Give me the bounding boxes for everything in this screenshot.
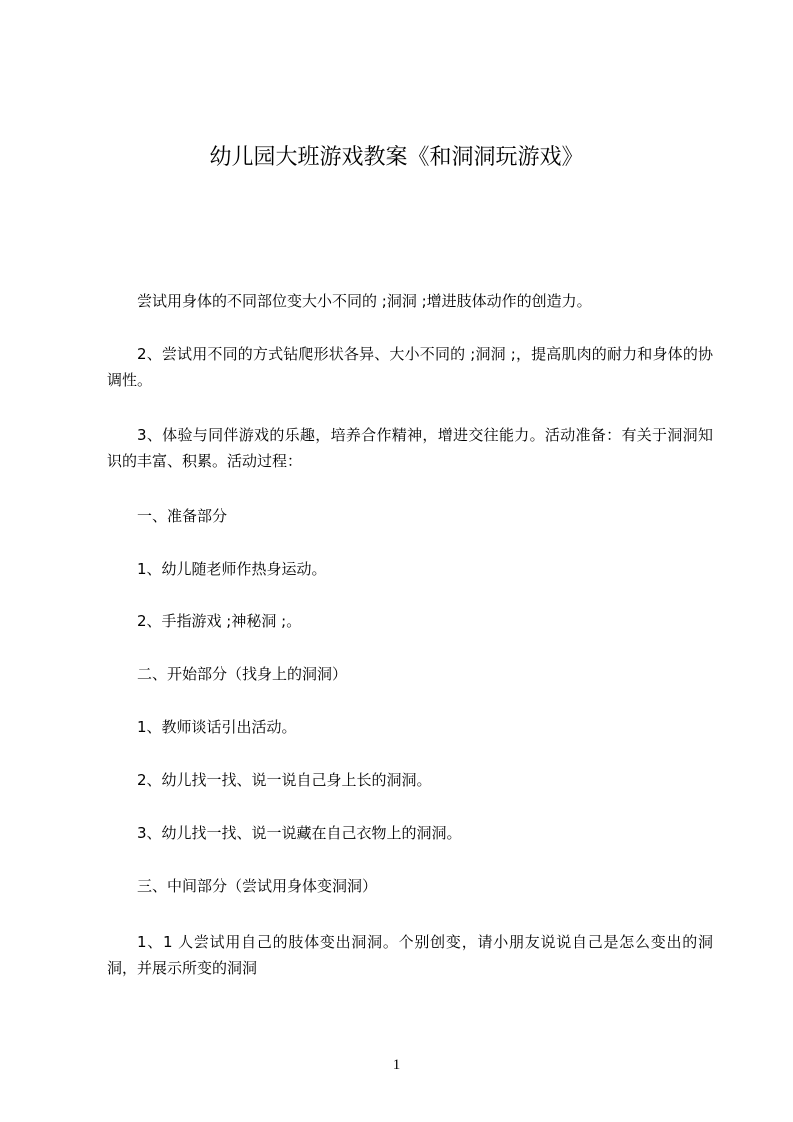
document-title: 幼儿园大班游戏教案《和洞洞玩游戏》 [209, 145, 584, 170]
paragraph-middle-1: 1、1 人尝试用自己的肢体变出洞洞。个别创变，请小朋友说说自己是怎么变出的洞洞，并展示所变的洞洞 [107, 933, 713, 977]
paragraph-goal-2: 2、尝试用不同的方式钻爬形状各异、大小不同的 ;洞洞 ;，提高肌肉的耐力和身体的协调性。 [107, 345, 713, 389]
paragraph-goal-1: 尝试用身体的不同部位变大小不同的 ;洞洞 ;增进肢体动作的创造力。 [137, 292, 592, 310]
section-heading-middle: 三、中间部分（尝试用身体变洞洞） [137, 877, 378, 895]
page-number: 1 [392, 1057, 401, 1073]
paragraph-start-2: 2、幼儿找一找、说一说自己身上长的洞洞。 [137, 771, 432, 789]
paragraph-start-1: 1、教师谈话引出活动。 [137, 718, 297, 736]
paragraph-goal-3: 3、体验与同伴游戏的乐趣，培养合作精神，增进交往能力。活动准备：有关于洞洞知识的丰富、积累。活动过程： [107, 426, 713, 470]
paragraph-start-3: 3、幼儿找一找、说一说藏在自己衣物上的洞洞。 [137, 824, 462, 842]
paragraph-prep-2: 2、手指游戏 ;神秘洞 ;。 [137, 612, 302, 630]
section-heading-prep: 一、准备部分 [137, 507, 228, 525]
paragraph-prep-1: 1、幼儿随老师作热身运动。 [137, 560, 327, 578]
section-heading-start: 二、开始部分（找身上的洞洞） [137, 665, 348, 683]
